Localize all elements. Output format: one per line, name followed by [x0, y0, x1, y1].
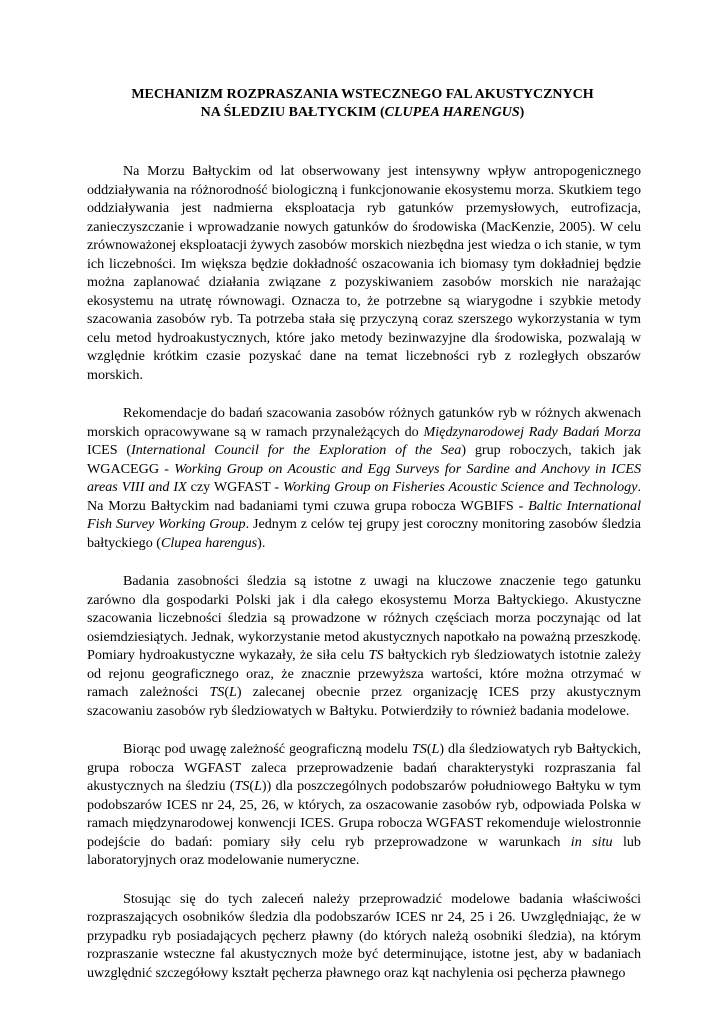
- document-body: [87, 162, 641, 982]
- title-line-2: [60, 104, 665, 122]
- paragraph: [87, 890, 641, 983]
- italic-text-run: TS: [368, 647, 384, 663]
- text-run: ) zalecanej obecnie przez organizację ICES przy akustycznym szacowaniu zasobów ryb śledziowatych w Bałtyku. Potwierdziły to również badania modelowe.: [87, 684, 641, 719]
- italic-text-run: International Council for the Exploration of the Sea: [131, 442, 462, 458]
- text-run: lub laboratoryjnych oraz modelowanie numeryczne.: [87, 833, 641, 868]
- title-line-2-start: NA ŚLEDZIU BAŁTYCKIM (: [200, 105, 385, 120]
- title-species-name: CLUPEA HARENGUS: [384, 105, 520, 120]
- text-run: (: [224, 684, 230, 700]
- italic-text-run: Working Group on Fisheries Acoustic Science and Technology: [283, 479, 638, 495]
- italic-text-run: Międzynarodowej Rady Badań Morza: [423, 423, 641, 440]
- paragraph: [87, 740, 641, 870]
- document-title: [60, 86, 665, 122]
- text-run: bałtyckich ryb śledziowatych istotnie zależy od rejonu geograficznego oraz, że znacznie przewyższa wartości, które można otrzymać w ramach zależności: [87, 647, 641, 700]
- text-run: (: [426, 741, 432, 757]
- italic-text-run: L: [431, 741, 440, 757]
- text-run: ) grup roboczych, takich jak WGACEGG -: [87, 442, 641, 477]
- text-run: . Na Morzu Bałtyckim nad badaniami tymi czuwa grupa robocza WGBIFS -: [87, 479, 642, 514]
- text-run: )) dla poszczególnych podobszarów południowego Bałtyku w tym podobszarów ICES nr 24, 25, 26, w których, za oszacowanie zasobów ryb, odpowiada Polska w ramach międzynarodowej konwencji ICES. Grupa robocza WGFAST rekomenduje wielostronnie podejście do badań: pomiary siły celu ryb przeprowadzone w warunkach: [87, 778, 641, 850]
- paragraph: [87, 162, 641, 384]
- text-run: Biorąc pod uwagę zależność geograficzną modelu: [123, 741, 412, 757]
- title-line-1: MECHANIZM ROZPRASZANIA WSTECZNEGO FAL AKUSTYCZNYCH: [131, 87, 594, 102]
- text-run: ) dla śledziowatych ryb Bałtyckich, grupa robocza WGFAST zaleca przeprowadzenie badań charakterystyki rozpraszania fal akustycznych na śledziu (: [87, 741, 641, 794]
- text-run: Badania zasobności śledzia są istotne z uwagi na kluczowe znaczenie tego gatunku zarówno dla gospodarki Polski jak i dla całego ekosystemu Morza Bałtyckiego. Akustyczne szacowania liczebności śledzia są prowadzone w różnych częściach morza poczynając od lat osiemdziesiątych. Jednak, wykorzystanie metod akustycznych napotkało na poważną przeszkodę. Pomiary hydroakustyczne wykazały, że siła celu: [87, 573, 641, 663]
- text-run: Na Morzu Bałtyckim od lat obserwowany jest intensywny wpływ antropogenicznego oddziaływania na różnorodność biologiczną i funkcjonowanie ekosystemu morza. Skutkiem tego oddziaływania jest nadmierna eksploatacja ryb gatunków przemysłowych, eutrofizacja, zanieczyszczanie i wprowadzanie nowych gatunków do środowiska (MacKenzie, 2005). W celu zrównoważonej eksploatacji żywych zasobów morskich niezbędna jest wiedza o ich stanie, w tym ich liczebności. Im większa będzie dokładność oszacowania ich biomasy tym dokładniej będzie można zaplanować działania związane z pozyskiwaniem zasobów morskich nie narażając ekosystemu na utratę równowagi. Oznacza to, że potrzebne są wiarygodne i szybkie metody szacowania zasobów ryb. Ta potrzeba stała się przyczyną coraz szerszego wykorzystania w tym celu metod hydroakustycznych, które jako metody bezinwazyjne dla środowiska, pozwalają w względnie krótkim czasie pozyskać dane na temat liczebności ryb z rozległych obszarów morskich.: [87, 163, 641, 383]
- text-run: czy WGFAST -: [186, 479, 284, 495]
- paragraph: [87, 572, 641, 720]
- text-run: Stosując się do tych zaleceń należy przeprowadzić modelowe badania właściwości rozpraszających osobników śledzia dla podobszarów ICES nr 24, 25 i 26. Uwzględniając, że w przypadku ryb posiadających pęcherz pławny (do których należą osobniki śledzia), na którym rozpraszanie wsteczne fal akustycznych może być determinujące, istotne jest, aby w badaniach uwzględnić szczegółowy kształt pęcherza pławnego oraz kąt nachylenia osi pęcherza pławnego: [87, 890, 641, 981]
- text-run: ICES (: [87, 442, 132, 458]
- text-run: Rekomendacje do badań szacowania zasobów różnych gatunków ryb w różnych akwenach morskich opracowywane są w ramach przynależących do: [87, 405, 641, 440]
- italic-text-run: L: [254, 778, 262, 794]
- title-line-2-end: ): [519, 105, 525, 120]
- paragraph: [87, 404, 641, 552]
- text-run: ).: [257, 534, 266, 551]
- italic-text-run: Working Group on Acoustic and Egg Surveys for Sardine and Anchovy in ICES areas VIII and IX: [87, 460, 641, 495]
- text-run: . Jednym z celów tej grupy jest coroczny monitoring zasobów śledzia bałtyckiego (: [87, 516, 641, 551]
- text-run: (: [249, 778, 255, 794]
- italic-text-run: Baltic International Fish Survey Working Group: [87, 497, 641, 532]
- italic-text-run: Clupea harengus: [160, 534, 258, 551]
- italic-text-run: TS: [234, 778, 250, 794]
- italic-text-run: in situ: [570, 833, 613, 850]
- italic-text-run: L: [229, 684, 237, 700]
- italic-text-run: TS: [411, 741, 427, 757]
- italic-text-run: TS: [209, 684, 225, 700]
